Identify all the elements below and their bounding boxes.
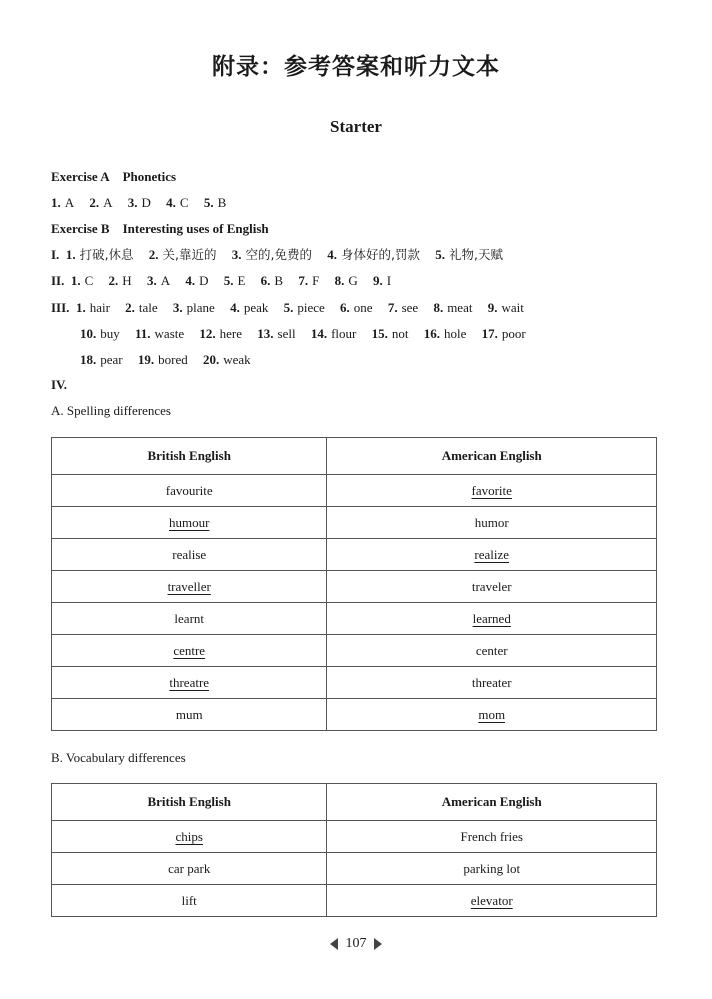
american-cell: realize <box>327 539 657 571</box>
american-cell: humor <box>327 507 657 539</box>
table-row <box>52 853 657 885</box>
answer-item: 11. waste <box>135 326 185 341</box>
american-cell: elevator <box>327 885 657 917</box>
vocabulary-caption: B. Vocabulary differences <box>51 750 186 765</box>
american-cell: learned <box>327 603 657 635</box>
part-iii-label: III. <box>51 300 70 315</box>
section-title: Starter <box>330 117 382 136</box>
british-cell: mum <box>52 699 327 731</box>
answer-item: 5. B <box>203 195 227 210</box>
answer-item: 15. not <box>371 326 409 341</box>
triangle-right-icon <box>374 938 382 950</box>
british-cell: chips <box>52 821 327 853</box>
british-cell: lift <box>52 885 327 917</box>
answer-item: 9. wait <box>487 300 524 315</box>
answer-item: 4. 身体好的,罚款 <box>327 247 420 262</box>
table-header-row <box>52 784 657 821</box>
table-row <box>52 699 657 731</box>
spelling-caption: A. Spelling differences <box>51 403 171 418</box>
answer-item: 1. 打破,休息 <box>65 247 134 262</box>
answer-item: 12. here <box>199 326 243 341</box>
part-i-label: I. <box>51 247 60 262</box>
part-ii-label: II. <box>51 273 65 288</box>
exercise-b-label: Exercise B <box>51 221 110 236</box>
answer-item: 4. D <box>185 273 209 288</box>
answer-item: 4. C <box>166 195 189 210</box>
exercise-a-answers <box>51 195 238 211</box>
page-number: 107 <box>345 936 367 951</box>
answer-item: 5. piece <box>283 300 325 315</box>
table-row <box>52 475 657 507</box>
answer-item: 7. F <box>298 273 320 288</box>
british-cell: car park <box>52 853 327 885</box>
exercise-b-heading <box>51 221 269 237</box>
american-cell: center <box>327 635 657 667</box>
exercise-a-topic: Phonetics <box>122 169 177 184</box>
answer-item: 19. bored <box>137 352 188 367</box>
column-header-british: British English <box>52 438 327 475</box>
answer-item: 16. hole <box>423 326 467 341</box>
american-cell: threater <box>327 667 657 699</box>
answer-item: 10. buy <box>80 326 120 341</box>
answer-item: 1. hair <box>75 300 110 315</box>
british-cell: centre <box>52 635 327 667</box>
answer-item: 2. tale <box>125 300 158 315</box>
british-cell: threatre <box>52 667 327 699</box>
answer-item: 20. weak <box>202 352 251 367</box>
answer-item: 17. poor <box>481 326 526 341</box>
table-row <box>52 821 657 853</box>
answer-item: 2. H <box>108 273 132 288</box>
page-number-footer <box>0 936 712 952</box>
answer-item: 3. plane <box>172 300 215 315</box>
answer-item: 3. 空的,免费的 <box>231 247 313 262</box>
answer-item: 4. peak <box>230 300 269 315</box>
answer-item: 7. see <box>387 300 419 315</box>
part-iii-row-2 <box>80 326 538 342</box>
answer-item: 18. pear <box>80 352 123 367</box>
answer-item: 2. 关,靠近的 <box>148 247 217 262</box>
table-row <box>52 571 657 603</box>
spelling-differences-table <box>51 437 657 731</box>
column-header-american: American English <box>327 438 657 475</box>
answer-item: 8. G <box>334 273 358 288</box>
column-header-british: British English <box>52 784 327 821</box>
british-cell: traveller <box>52 571 327 603</box>
answer-item: 1. A <box>51 195 75 210</box>
table-row <box>52 667 657 699</box>
answer-item: 6. B <box>260 273 284 288</box>
page-title: 附录：参考答案和听力文本 <box>212 54 500 80</box>
american-cell: French fries <box>327 821 657 853</box>
exercise-b-topic: Interesting uses of English <box>122 221 269 236</box>
answer-item: 5. 礼物,天赋 <box>435 247 503 262</box>
part-iii-row-1 <box>51 300 536 316</box>
british-cell: learnt <box>52 603 327 635</box>
american-cell: mom <box>327 699 657 731</box>
answer-item: 14. flour <box>310 326 357 341</box>
table-row <box>52 507 657 539</box>
part-iii-row-3 <box>80 352 263 368</box>
american-cell: favorite <box>327 475 657 507</box>
column-header-american: American English <box>327 784 657 821</box>
answer-item: 8. meat <box>433 300 473 315</box>
answer-item: 6. one <box>340 300 373 315</box>
part-iv-label: IV. <box>51 377 68 392</box>
triangle-left-icon <box>330 938 338 950</box>
answer-item: 5. E <box>223 273 246 288</box>
table-row <box>52 603 657 635</box>
british-cell: realise <box>52 539 327 571</box>
answer-item: 9. I <box>372 273 392 288</box>
part-i-answers <box>51 247 515 263</box>
answer-item: 1. C <box>70 273 94 288</box>
british-cell: favourite <box>52 475 327 507</box>
answer-item: 2. A <box>89 195 113 210</box>
american-cell: parking lot <box>327 853 657 885</box>
british-cell: humour <box>52 507 327 539</box>
exercise-a-label: Exercise A <box>51 169 110 184</box>
table-row <box>52 885 657 917</box>
exercise-a-heading <box>51 169 176 185</box>
answer-item: 13. sell <box>257 326 296 341</box>
answer-item: 3. D <box>127 195 151 210</box>
vocabulary-differences-table <box>51 783 657 917</box>
table-header-row <box>52 438 657 475</box>
table-row <box>52 539 657 571</box>
table-row <box>52 635 657 667</box>
answer-item: 3. A <box>146 273 171 288</box>
part-ii-answers <box>51 273 403 289</box>
american-cell: traveler <box>327 571 657 603</box>
